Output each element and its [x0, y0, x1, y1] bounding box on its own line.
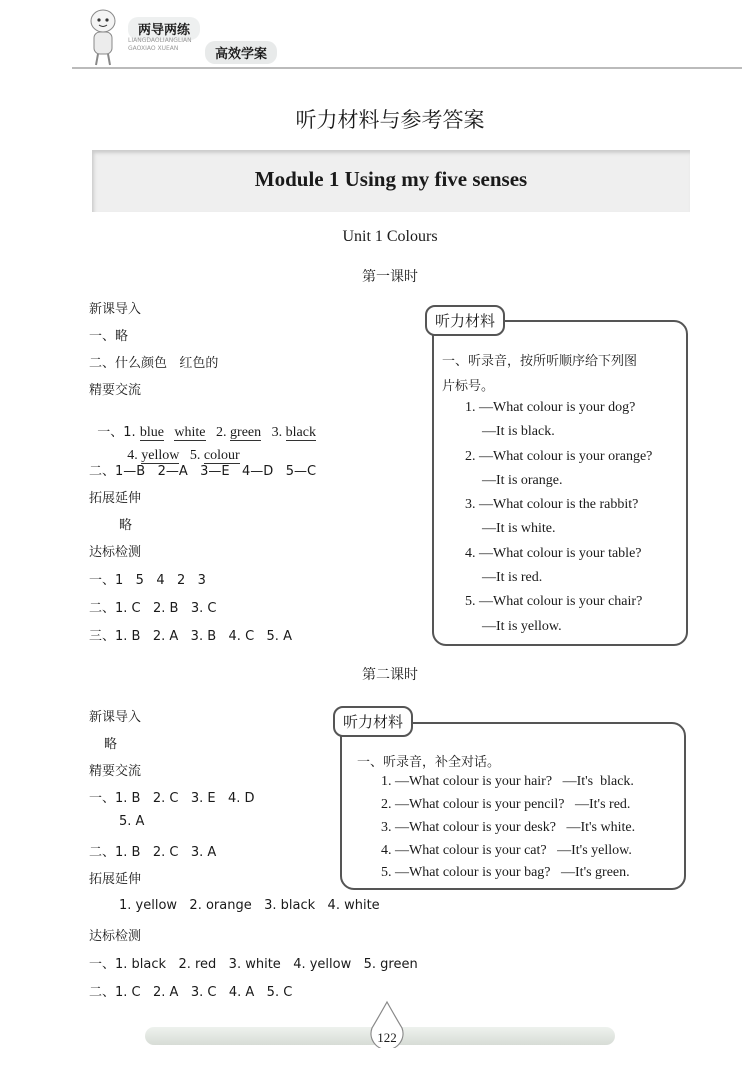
section-heading: 达标检测 [89, 929, 142, 944]
module-title: Module 1 Using my five senses [254, 167, 528, 191]
page-number: 122 [377, 1030, 397, 1045]
dialogue-line: 5. —What colour is your bag? —It's green. [381, 865, 630, 880]
dialogue-line: 4. —What colour is your table? [465, 546, 642, 561]
dialogue-line: —It is white. [482, 521, 556, 536]
section-heading: 精要交流 [89, 383, 142, 398]
mascot-icon [82, 7, 124, 67]
section-heading: 新课导入 [89, 302, 142, 317]
brand-bottom: 高效学案 [205, 41, 277, 64]
answer-word: white [174, 425, 206, 440]
answer-word: blue [139, 425, 164, 440]
section-heading: 拓展延伸 [89, 872, 142, 887]
answer-line: 二、什么颜色 红色的 [89, 356, 219, 371]
section-heading: 拓展延伸 [89, 491, 142, 506]
dialogue-line: 3. —What colour is your desk? —It's white. [381, 820, 636, 835]
answer-word: black [285, 425, 316, 440]
unit-title: Unit 1 Colours [342, 228, 438, 245]
module-banner [92, 150, 690, 212]
answer-word: yellow [141, 448, 180, 463]
answer-line: 一、1. black 2. red 3. white 4. yellow 5. green [89, 957, 418, 972]
lesson2-title: 第二课时 [362, 667, 418, 683]
answer-line: 4. yellow 5. colour [127, 448, 240, 463]
dialogue-line: 5. —What colour is your chair? [465, 594, 643, 609]
answer-line: 三、1. B 2. A 3. B 4. C 5. A [89, 629, 292, 644]
dialogue-line: 4. —What colour is your cat? —It's yellow. [381, 843, 632, 858]
answer-line: 二、1. C 2. A 3. C 4. A 5. C [89, 985, 293, 1000]
answer-line: 二、1. B 2. C 3. A [89, 845, 217, 860]
section-heading: 达标检测 [89, 545, 142, 560]
answer-line: 略 [104, 737, 118, 752]
answer-line: 一、1. B 2. C 3. E 4. D [89, 791, 255, 806]
dialogue-line: 1. —What colour is your dog? [465, 400, 636, 415]
lesson1-title: 第一课时 [362, 269, 418, 285]
answer-word: green [230, 425, 262, 440]
answer-word: colour [203, 448, 240, 463]
dialogue-line: —It is red. [482, 570, 543, 585]
dialogue-line: 1. —What colour is your hair? —It's black. [381, 774, 634, 789]
answer-line: 略 [119, 518, 133, 533]
answer-line: 1. yellow 2. orange 3. black 4. white [119, 898, 380, 913]
dialogue-line: 2. —What colour is your pencil? —It's red. [381, 797, 631, 812]
dialogue-line: 2. —What colour is your orange? [465, 449, 653, 464]
header-brand [70, 5, 320, 70]
section-heading: 新课导入 [89, 710, 142, 725]
brand-pinyin: LIANGDAOLIANGLIAN GAOXIAO XUEAN [128, 37, 192, 52]
answer-line: 一、略 [89, 329, 129, 344]
page-number-badge [362, 1000, 412, 1048]
answer-line: 二、1. C 2. B 3. C [89, 601, 217, 616]
header-divider [72, 67, 742, 69]
answer-line: 5. A [119, 814, 145, 829]
listening-instruction: 片标号。 [442, 379, 495, 394]
section-heading: 精要交流 [89, 764, 142, 779]
answer-line: 二、1—B 2—A 3—E 4—D 5—C [89, 464, 317, 479]
listening-label: 听力材料 [425, 305, 505, 336]
answer-line: 一、1. blue white 2. green 3. black [97, 425, 316, 440]
dialogue-line: 3. —What colour is the rabbit? [465, 497, 639, 512]
listening-label: 听力材料 [333, 706, 413, 737]
answer-line: 一、1 5 4 2 3 [89, 573, 206, 588]
dialogue-line: —It is yellow. [482, 619, 562, 634]
listening-instruction: 一、听录音，补全对话。 [357, 755, 501, 770]
dialogue-line: —It is black. [482, 424, 555, 439]
page-title: 听力材料与参考答案 [295, 108, 485, 132]
listening-instruction: 一、听录音，按所听顺序给下列图 [442, 354, 638, 369]
brand-top: 两导两练 [128, 17, 200, 40]
dialogue-line: —It is orange. [482, 473, 563, 488]
